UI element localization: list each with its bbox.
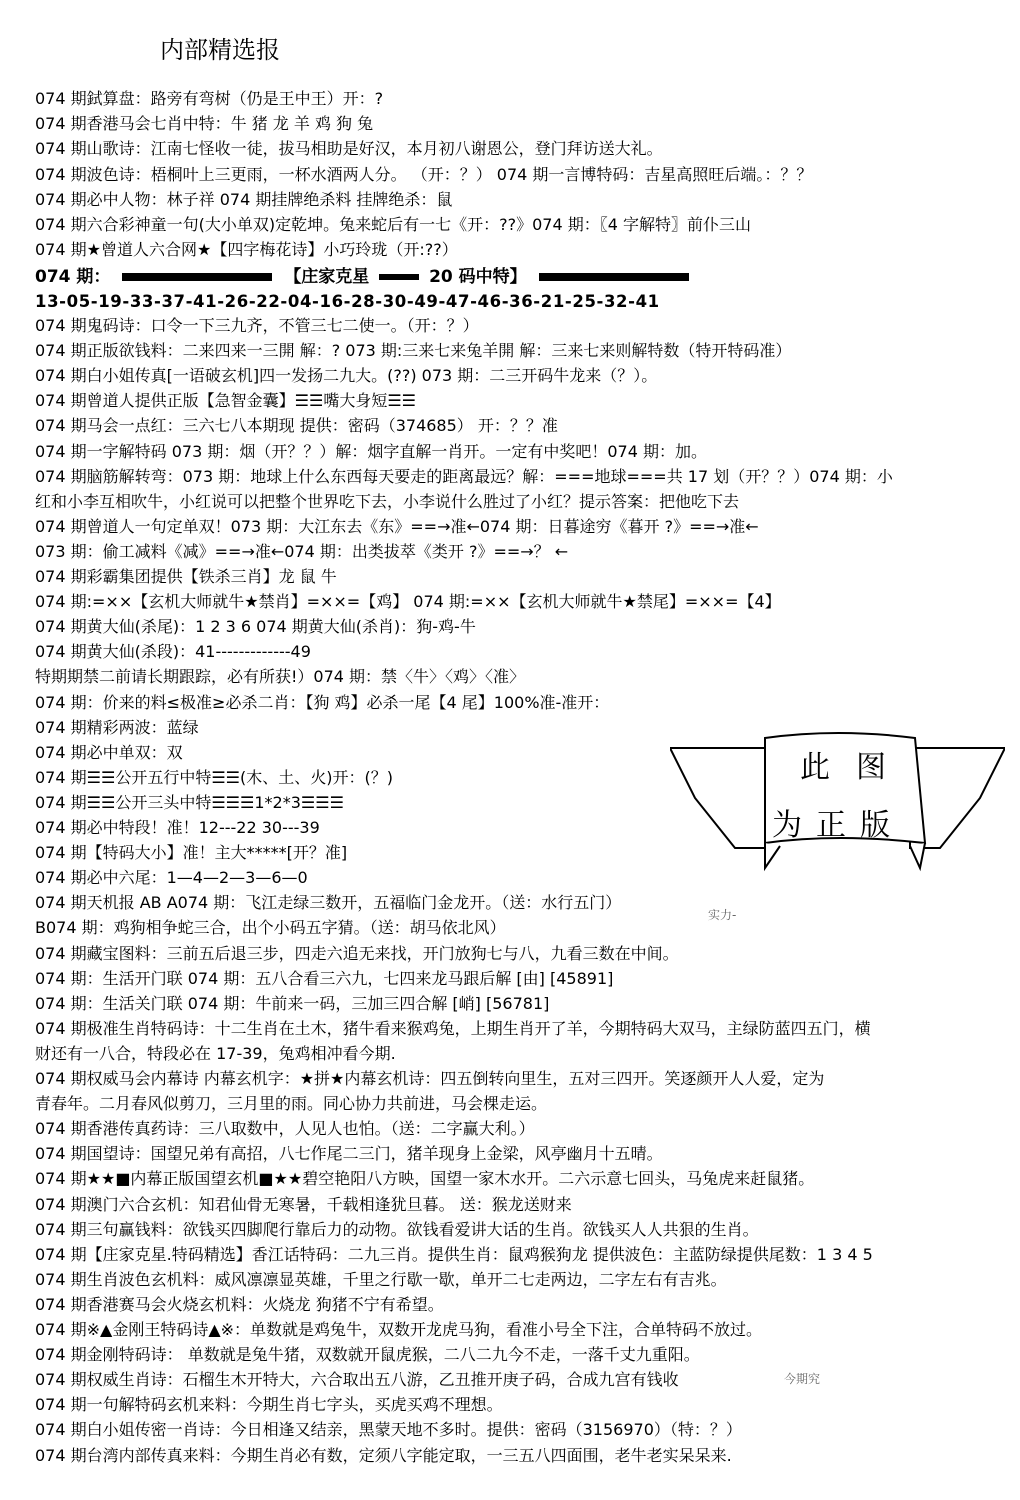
text-line: 074 期：生活关门联 074 期：牛前来一码，三加三四合解 [峭] [56781] xyxy=(35,993,550,1013)
text-line: 074 期必中人物：林子祥 074 期挂牌绝杀料 挂牌绝杀：鼠 xyxy=(35,189,453,209)
text-line: 074 期：生活开门联 074 期：五八合看三六九，七四来龙马跟后解 [由] [45891] xyxy=(35,968,614,988)
text-line: 074 期金刚特码诗： 单数就是兔牛猪，双数就开鼠虎猴，二八二九今不走，一落千丈九重阳。 xyxy=(35,1345,700,1365)
stamp-line2: 为正版 xyxy=(772,808,904,843)
text-line: 074 期必中单双：双 xyxy=(35,742,183,762)
number-sequence: 13-05-19-33-37-41-26-22-04-16-28-30-49-47-46-36-21-25-32-41 xyxy=(35,292,660,311)
text-line: 074 期鬼码诗：口令一下三九齐，不管三七二使一。（开：？） xyxy=(35,316,479,335)
text-line: 074 期：价来的料≤极准≥必杀二肖：【狗 鸡】必杀一尾【4 尾】100%准-准开： xyxy=(35,692,610,712)
text-line: 074 期脑筋解转弯：073 期：地球上什么东西每天要走的距离最远？解：===地球===共 17 划（开？？）074 期：小 xyxy=(35,466,893,486)
banner-bar-right xyxy=(539,273,689,281)
banner-bar-mid xyxy=(379,274,419,280)
text-line: 074 期波色诗：梧桐叶上三更雨，一杯水酒两人分。 （开：？） 074 期一言博特码：吉星高照旺后端。：？？ xyxy=(35,164,813,184)
faint-text-b: 今期究 xyxy=(784,1372,821,1386)
text-line: 074 期马会一点红：三六七八本期现 提供：密码（374685） 开：？？准 xyxy=(35,416,558,436)
faint-text-a: 实力- xyxy=(708,908,737,922)
text-line: 074 期黄大仙(杀尾)：1 2 3 6 074 期黄大仙(杀肖)：狗-鸡-牛 xyxy=(35,617,476,637)
page-title: 内部精选报 xyxy=(160,36,280,64)
text-line: 074 期三句赢钱料：欲钱买四脚爬行靠后力的动物。欲钱看爱讲大话的生肖。欲钱买人人共狠的生肖。 xyxy=(35,1219,759,1239)
banner-line xyxy=(35,266,695,288)
text-line: 074 期黄大仙(杀段)：41-------------49 xyxy=(35,642,311,662)
text-line: 074 期★曾道人六合网★【四字梅花诗】小巧玲珑（开:??） xyxy=(35,240,458,260)
text-line: 074 期香港马会七肖中特：牛 猪 龙 羊 鸡 狗 兔 xyxy=(35,114,374,134)
text-line: 074 期藏宝图料：三前五后退三步，四走六追无来找，开门放狗七与八，九看三数在中间。 xyxy=(35,943,679,963)
text-line: 074 期☰☰公开三头中特☰☰☰1*2*3☰☰☰ xyxy=(35,792,344,812)
text-line: 财还有一八合，特段必在 17-39，兔鸡相冲看今期. xyxy=(35,1043,396,1063)
text-line: 074 期一字解特码 073 期：烟（开？？）解：烟字直解一肖开。一定有中奖吧！074 期：加。 xyxy=(35,441,707,461)
text-line: 074 期六合彩神童一句(大小单双)定乾坤。兔来蛇后有一七《开：??》074 期：〖4 字解特〗前仆三山 xyxy=(35,215,751,234)
text-line: 074 期必中特段！准！12---22 30---39 xyxy=(35,818,320,837)
text-line: 074 期一句解特码玄机来料：今期生肖七字头，买虎买鸡不理想。 xyxy=(35,1395,503,1415)
text-line: 特期期禁二前请长期跟踪，必有所获!）074 期：禁〈牛〉〈鸡〉〈准〉 xyxy=(35,667,526,687)
text-line: 074 期国望诗：国望兄弟有高招，八七作尾二三门，猪羊现身上金梁，风亭幽月十五晴。 xyxy=(35,1144,663,1164)
text-line: 074 期鉽算盘：路旁有弯树（仍是王中王）开：? xyxy=(35,89,384,108)
text-line: 074 期澳门六合玄机：知君仙骨无寒暑，千载相逢犹旦暮。 送：猴龙送财来 xyxy=(35,1194,572,1214)
text-line: 074 期曾道人提供正版【急智金囊】☰☰嘴大身短☰☰ xyxy=(35,391,417,411)
text-line: 074 期香港赛马会火烧玄机料：火烧龙 狗猪不宁有希望。 xyxy=(35,1294,444,1314)
banner-mid-text: 20 码中特】 xyxy=(429,267,527,287)
text-line: 青春年。二月春风似剪刀，三月里的雨。同心协力共前进，马会棵走运。 xyxy=(35,1094,548,1114)
text-line: 074 期天机报 AB A074 期：飞江走绿三数开，五福临门金龙开。（送：水行五门） xyxy=(35,893,622,913)
text-line: 074 期曾道人一句定单双！073 期：大江东去《东》==→准←074 期：日暮途穷《暮开 ?》==→准← xyxy=(35,516,759,536)
stamp-line1: 此图 xyxy=(800,750,912,785)
text-line: 074 期权威生肖诗：石榴生木开特大，六合取出五八游，乙丑推开庚子码，合成九宫有钱收 xyxy=(35,1370,679,1390)
text-line: 074 期正版欲钱料：二来四来一三開 解：? 073 期:三来七来兔羊開 解：三来七来则解特数（特开特码准） xyxy=(35,341,792,361)
text-line: 074 期※▲金刚王特码诗▲※：单数就是鸡兔牛，双数开龙虎马狗，看准小号全下注，合单特码不放过。 xyxy=(35,1320,763,1339)
text-line: 074 期【庄家克星.特码精选】香江话特码：二九三肖。提供生肖：鼠鸡猴狗龙 提供波色：主蓝防绿提供尾数：1 3 4 5 xyxy=(35,1244,873,1264)
text-line: 074 期【特码大小】准！主大*****[开？准] xyxy=(35,843,348,863)
text-line: 074 期台湾内部传真来料：今期生肖必有数，定须八字能定取，一三五八四面围，老牛老实呆呆来. xyxy=(35,1445,732,1465)
text-line: 073 期：偷工减料《减》==→准←074 期：出类拔萃《类开 ?》==→？ ← xyxy=(35,541,569,561)
text-line: 074 期生肖波色玄机料：威风凛凛显英雄，千里之行歇一歇，单开二七走两边，二字左右有吉兆。 xyxy=(35,1269,727,1289)
text-line: 074 期白小姐传密一肖诗：今日相逢又结亲，黑蒙天地不多时。提供：密码（3156970）（特：？） xyxy=(35,1420,742,1440)
text-line: B074 期：鸡狗相争蛇三合，出个小码五字猜。（送：胡马依北风） xyxy=(35,918,506,938)
banner-text: 【庄家克星 xyxy=(284,267,370,287)
text-line: 074 期精彩两波：蓝绿 xyxy=(35,717,199,737)
text-line: 074 期★★■内幕正版国望玄机■★★碧空艳阳八方映，国望一家木水开。二六示意七回头，马兔虎来赶鼠猪。 xyxy=(35,1169,815,1189)
banner-bar-left xyxy=(122,273,272,281)
text-line: 074 期权威马会内幕诗 内幕玄机字：★拼★内幕玄机诗：四五倒转向里生，五对三四开。笑逐颜开人人爱，定为 xyxy=(35,1069,825,1088)
text-line: 074 期:=××【玄机大师就牛★禁肖】=××=【鸡】 074 期:=××【玄机大师就牛★禁尾】=××=【4】 xyxy=(35,592,781,612)
text-line: 074 期白小姐传真[一语破玄机]四一发扬二九大。(??) 073 期：二三开码牛龙来（？）。 xyxy=(35,366,658,386)
text-line: 红和小李互相吹牛，小红说可以把整个世界吃下去，小李说什么胜过了小红？提示答案：把他吃下去 xyxy=(35,491,740,511)
text-line: 074 期☰☰公开五行中特☰☰(木、土、火)开：(？) xyxy=(35,767,393,787)
banner-prefix: 074 期： xyxy=(35,267,111,287)
text-line: 074 期山歌诗：江南七怪收一徒，拔马相助是好汉，本月初八谢恩公，登门拜访送大礼。 xyxy=(35,139,663,159)
text-line: 074 期必中六尾：1—4—2—3—6—0 xyxy=(35,868,308,888)
text-line: 074 期香港传真药诗：三八取数中，人见人也怕。（送：二字赢大利。） xyxy=(35,1119,535,1139)
text-line: 074 期极准生肖特码诗：十二生肖在土木，猪牛看来猴鸡兔，上期生肖开了羊，今期特码大双马，主绿防蓝四五门，横 xyxy=(35,1018,871,1038)
text-line: 074 期彩霸集团提供【铁杀三肖】龙 鼠 牛 xyxy=(35,567,337,586)
